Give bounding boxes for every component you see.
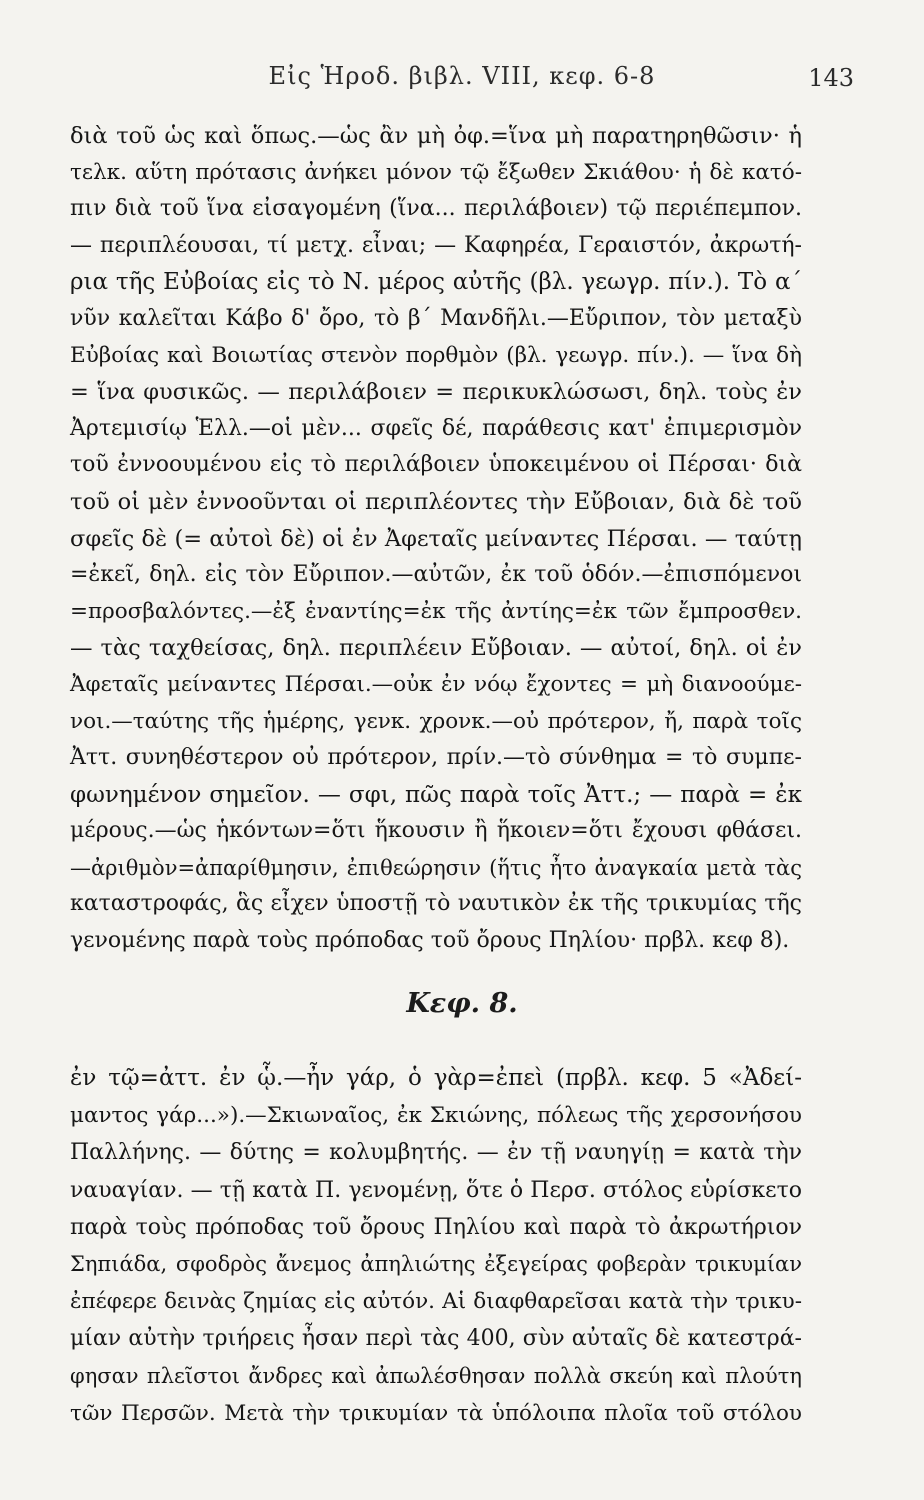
text-line: Σηπιάδα, σφοδρὸς ἄνεμος ἀπηλιώτης ἐξεγείρας φοβερὰν τρικυμίαν [70, 1252, 802, 1277]
chapter-8-block [70, 1060, 802, 1432]
text-line: νοι.—ταύτης τῆς ἡμέρης, γενκ. χρονκ.—οὐ πρότερον, ἤ, παρὰ τοῖς [70, 708, 802, 734]
page-header [0, 62, 924, 102]
text-line: —ἀριθμὸν=ἀπαρίθμησιν, ἐπιθεώρησιν (ἥτις ἦτο ἀναγκαία μετὰ τὰς [70, 855, 802, 880]
text-line: ἐν τῷ=ἀττ. ἐν ᾧ.—ἦν γάρ, ὁ γὰρ=ἐπεὶ (πρβλ. κεφ. 5 «Ἀδεί- [70, 1065, 802, 1091]
text-line: ναυαγίαν. — τῇ κατὰ Π. γενομένῃ, ὅτε ὁ Περσ. στόλος εὑρίσκετο [70, 1177, 802, 1203]
page-number: 143 [808, 64, 854, 92]
text-line: παρὰ τοὺς πρόποδας τοῦ ὄρους Πηλίου καὶ παρὰ τὸ ἀκρωτήριον [70, 1214, 802, 1240]
text-line: Εὐβοίας καὶ Βοιωτίας στενὸν πορθμὸν (βλ. γεωγρ. πίν.). — ἵνα δὴ [70, 342, 802, 368]
commentary-block [70, 118, 802, 960]
text-line: τοῦ ἐννοουμένου εἰς τὸ περιλάβοιεν ὑποκειμένου οἱ Πέρσαι· διὰ [70, 452, 802, 478]
text-line: γενομένης παρὰ τοὺς πρόποδας τοῦ ὄρους Πηλίου· πρβλ. κεφ 8). [70, 928, 790, 954]
text-line: Παλλήνης. — δύτης = κολυμβητής. — ἐν τῇ ναυηγίῃ = κατὰ τὴν [70, 1140, 802, 1166]
text-line: = ἵνα φυσικῶς. — περιλάβοιεν = περικυκλώσωσι, δηλ. τοὺς ἐν [70, 379, 802, 406]
text-line: Ἀττ. συνηθέστερον οὐ πρότερον, πρίν.—τὸ σύνθημα = τὸ συμπε- [70, 745, 802, 771]
text-line: σφεῖς δὲ (= αὐτοὶ δὲ) οἱ ἐν Ἀφεταῖς μείναντες Πέρσαι. — ταύτῃ [70, 525, 802, 552]
text-line: Ἀφεταῖς μείναντες Πέρσαι.—οὐκ ἐν νόῳ ἔχοντες = μὴ διανοούμε- [70, 671, 802, 697]
text-line: ἐπέφερε δεινὰς ζημίας εἰς αὐτόν. Αἱ διαφθαρεῖσαι κατὰ τὴν τρικυ- [70, 1289, 802, 1315]
text-line: φωνημένον σημεῖον. — σφι, πῶς παρὰ τοῖς Ἀττ.; — παρὰ = ἐκ [70, 781, 802, 808]
text-line: τελκ. αὕτη πρότασις ἀνήκει μόνον τῷ ἔξωθεν Σκιάθου· ἡ δὲ κατό- [70, 159, 802, 185]
text-line: =προσβαλόντες.—ἐξ ἐναντίης=ἐκ τῆς ἀντίης=ἐκ τῶν ἔμπροσθεν. [70, 598, 802, 624]
text-line: μίαν αὐτὴν τριήρεις ἦσαν περὶ τὰς 400, σὺν αὐταῖς δὲ κατεστρά- [70, 1326, 802, 1352]
running-head: Εἰς Ἡροδ. βιβλ. VIII, κεφ. 6-8 [268, 62, 656, 90]
text-line: τοῦ οἱ μὲν ἐννοοῦνται οἱ περιπλέοντες τὴν Εὔβοιαν, διὰ δὲ τοῦ [70, 488, 802, 515]
text-line: νῦν καλεῖται Κάβο δ' ὄρο, τὸ β΄ Μανδῆλι.—Εὔριπον, τὸν μεταξὺ [70, 305, 802, 331]
text-line: μέρους.—ὡς ἡκόντων=ὅτι ἥκουσιν ἢ ἥκοιεν=ὅτι ἔχουσι φθάσει. [70, 818, 802, 844]
text-line: =ἐκεῖ, δηλ. εἰς τὸν Εὔριπον.—αὐτῶν, ἐκ τοῦ ὁδόν.—ἐπισπόμενοι [70, 562, 802, 588]
text-line: τῶν Περσῶν. Μετὰ τὴν τρικυμίαν τὰ ὑπόλοιπα πλοῖα τοῦ στόλου [70, 1400, 802, 1426]
text-line: μαντος γάρ...»).—Σκιωναῖος, ἐκ Σκιώνης, πόλεως τῆς χερσονήσου [70, 1103, 802, 1129]
text-line: διὰ τοῦ ὡς καὶ ὅπως.—ὡς ἂν μὴ ὀφ.=ἵνα μὴ παρατηρηθῶσιν· ἡ [70, 123, 802, 149]
text-line: ρια τῆς Εὐβοίας εἰς τὸ Ν. μέρος αὐτῆς (βλ. γεωγρ. πίν.). Τὸ α΄ [70, 269, 802, 296]
text-line: Ἀρτεμισίῳ Ἑλλ.—οἱ μὲν... σφεῖς δέ, παράθεσις κατ' ἐπιμερισμὸν [70, 415, 802, 441]
text-line: καταστροφάς, ἃς εἶχεν ὑποστῇ τὸ ναυτικὸν ἐκ τῆς τρικυμίας τῆς [70, 891, 802, 917]
text-line: — περιπλέουσαι, τί μετχ. εἶναι; — Καφηρέα, Γεραιστόν, ἀκρωτή- [70, 232, 802, 258]
text-line: — τὰς ταχθείσας, δηλ. περιπλέειν Εὔβοιαν. — αὐτοί, δηλ. οἱ ἐν [70, 635, 802, 662]
text-line: φησαν πλεῖστοι ἄνδρες καὶ ἀπωλέσθησαν πολλὰ σκεύη καὶ πλούτη [70, 1363, 802, 1388]
chapter-heading: Κεφ. 8. [406, 988, 518, 1019]
text-line: πιν διὰ τοῦ ἵνα εἰσαγομένη (ἵνα... περιλάβοιεν) τῷ περιέπεμπον. [70, 196, 802, 222]
